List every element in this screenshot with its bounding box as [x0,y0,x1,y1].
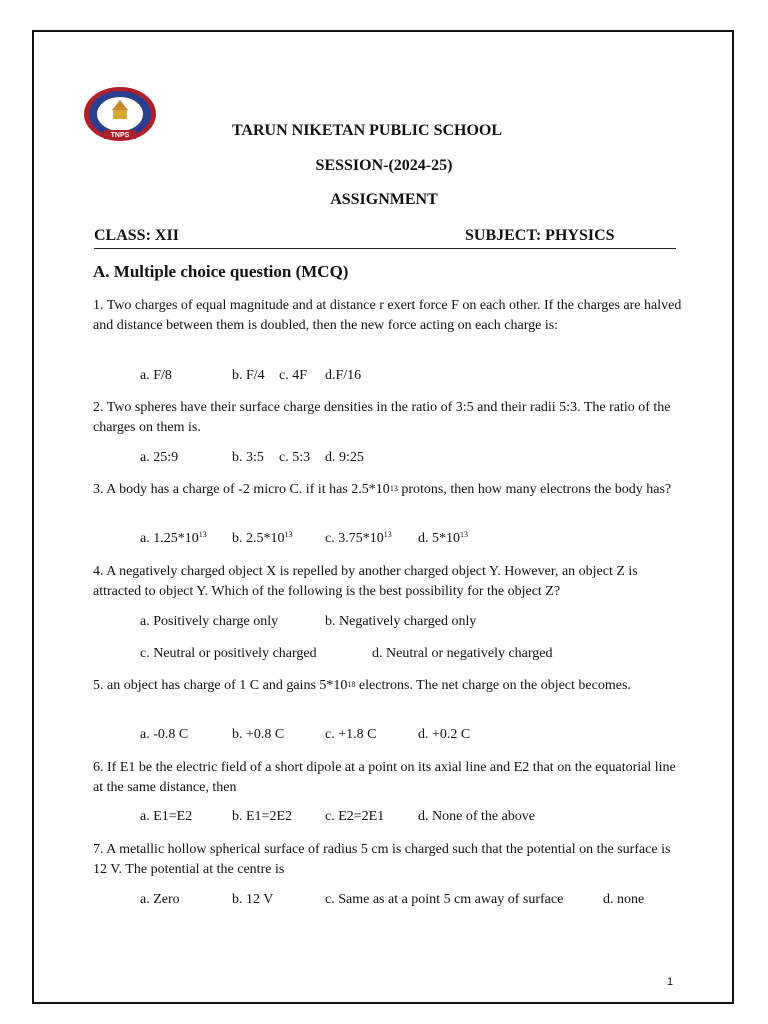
q1-option-d: d.F/16 [325,368,362,383]
question-2: 2. Two spheres have their surface charge densities in the ratio of 3:5 and their radii 5:3. The ratio of the charges on them is. [93,400,671,435]
q7-option-a: a. Zero [140,892,180,907]
q6-option-b: b. E1=2E2 [232,809,292,824]
subject-label: SUBJECT: PHYSICS [465,227,615,244]
q4-option-b: b. Negatively charged only [325,614,477,629]
question-6: 6. If E1 be the electric field of a short dipole at a point on its axial line and E2 that on the equatorial line at the same distance, then [93,760,676,795]
q3-option-d: d. $5*10^{13}$ [418,530,468,546]
q2-option-a: a. 25:9 [140,450,179,465]
section-title: A. Multiple choice question (MCQ) [93,262,349,281]
q6-option-a: a. E1=E2 [140,809,193,824]
question-7: 7. A metallic hollow spherical surface of radius 5 cm is charged such that the potential on the surface is 12 V. The potential at the centre is [93,842,671,877]
page-number: 1 [667,976,674,988]
q5-text-pre: 5. an object has charge of 1 C and gains 5*10 [93,678,348,693]
q4-option-d: d. Neutral or negatively charged [372,646,553,661]
q3-option-b: b. $2.5*10^{13}$ [232,530,293,546]
q5-option-d: d. +0.2 C [418,727,471,742]
q3-option-a: a. $1.25*10^{13}$ [140,530,207,546]
question-5 [93,676,683,696]
q4-option-a: a. Positively charge only [140,614,279,629]
q4-option-c: c. Neutral or positively charged [140,646,317,661]
q5-option-c: c. +1.8 C [325,727,377,742]
q5-option-b: b. +0.8 C [232,727,285,742]
q7-option-d: d. none [603,892,645,907]
q5-text-post: electrons. The net charge on the object becomes. [355,678,631,693]
question-4: 4. A negatively charged object X is repelled by another charged object Y. However, an object Z is attracted to object Y. Which of the following is the best possibility for the object Z? [93,564,638,599]
q1-option-b: b. F/4 [232,368,265,383]
q2-option-d: d. 9:25 [325,450,364,465]
q6-option-d: d. None of the above [418,809,536,824]
question-1: 1. Two charges of equal magnitude and at distance r exert force F on each other. If the charges are halved and distance between them is doubled, then the new force acting on each charge is: [93,298,682,333]
logo-banner: TNPS [110,132,130,139]
q3-text-pre: 3. A body has a charge of -2 micro C. if it has 2.5*10 [93,482,390,497]
document-title: ASSIGNMENT [330,191,438,208]
q5-option-a: a. -0.8 C [140,727,189,742]
class-label: CLASS: XII [94,227,179,244]
q5-text-sup: 18 [347,680,356,689]
q1-option-c: c. 4F [279,368,307,383]
q3-option-c: c. $3.75*10^{13}$ [325,530,392,546]
q6-option-c: c. E2=2E1 [325,809,385,824]
class-subject-row [94,227,676,249]
question-3 [93,480,683,500]
q7-option-b: b. 12 V [232,892,274,907]
q3-text-sup: 13 [389,484,398,493]
q1-option-a: a. F/8 [140,368,172,383]
q3-text-post: protons, then how many electrons the body has? [397,482,672,497]
school-name: TARUN NIKETAN PUBLIC SCHOOL [231,122,503,139]
q2-option-c: c. 5:3 [279,450,311,465]
q2-option-b: b. 3:5 [232,450,264,465]
q7-option-c: c. Same as at a point 5 cm away of surface [325,892,564,907]
session: SESSION-(2024-25) [315,157,453,174]
